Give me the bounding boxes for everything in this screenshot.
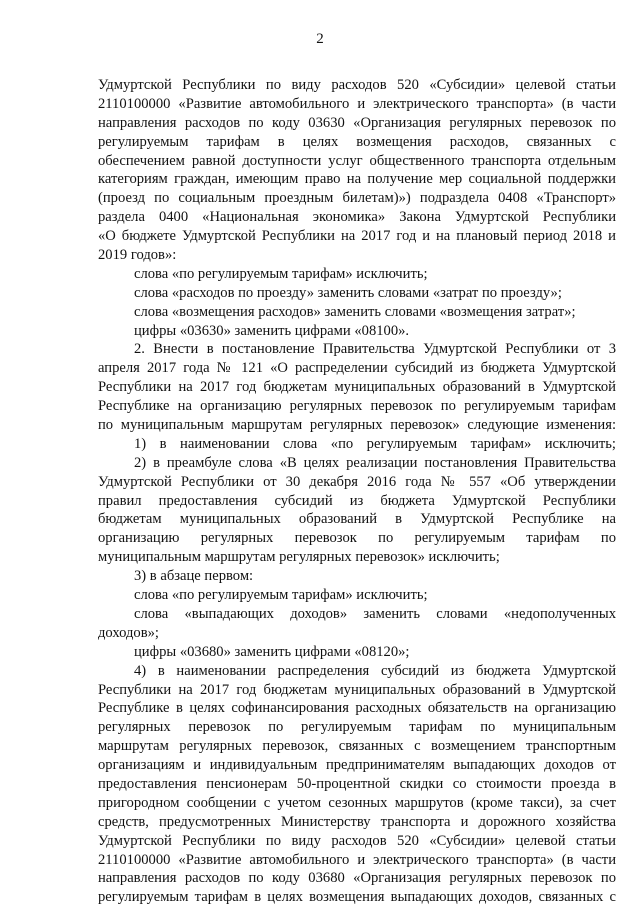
- text-line: категориям граждан, имеющим право на получение мер социальной поддержки: [98, 171, 616, 188]
- text-line: направления расходов по коду 03630 «Организация регулярных перевозок по: [98, 114, 616, 131]
- text-line: бюджетам муниципальных образований в Удмуртской Республике на: [98, 511, 616, 528]
- text-line: Республики на 2017 год бюджетам муниципальных образований в Удмуртской: [98, 681, 616, 698]
- text-line: Удмуртской Республики от 30 декабря 2016 года № 557 «Об утверждении: [98, 473, 616, 490]
- text-line: Удмуртской Республики по виду расходов 520 «Субсидии» целевой статьи: [98, 832, 616, 849]
- text-line: слова «по регулируемым тарифам» исключить;: [134, 587, 428, 604]
- text-line: пригородном сообщении с учетом сезонных маршрутов (кроме такси), за счет: [98, 794, 616, 811]
- text-line: 3) в абзаце первом:: [134, 568, 254, 585]
- text-line: 1) в наименовании слова «по регулируемым тарифам» исключить;: [134, 435, 616, 452]
- text-line: слова «выпадающих доходов» заменить словами «недополученных: [134, 605, 616, 622]
- text-line: Республики на 2017 год бюджетам муниципальных образований в Удмуртской: [98, 379, 616, 396]
- text-line: муниципальным маршрутам регулярных перевозок» исключить;: [98, 549, 500, 566]
- document-body: [98, 76, 616, 907]
- text-line: 2110100000 «Развитие автомобильного и электрического транспорта» (в части: [98, 851, 616, 868]
- text-line: регулярных перевозок по регулируемым тарифам по муниципальным: [98, 719, 616, 736]
- text-line: 2. Внести в постановление Правительства Удмуртской Республики от 3: [134, 341, 616, 358]
- text-line: доходов»;: [98, 624, 159, 641]
- text-line: направления расходов по коду 03680 «Организация регулярных перевозок по: [98, 870, 616, 887]
- text-line: слова «расходов по проезду» заменить словами «затрат по проезду»;: [134, 284, 562, 301]
- text-line: (проезд по социальным проездным билетам)») подраздела 0408 «Транспорт»: [98, 190, 616, 207]
- text-line: слова «по регулируемым тарифам» исключить;: [134, 265, 428, 282]
- text-line: Удмуртской Республики по виду расходов 520 «Субсидии» целевой статьи: [98, 77, 616, 93]
- text-line: раздела 0400 «Национальная экономика» Закона Удмуртской Республики: [98, 209, 616, 226]
- text-line: маршрутам регулярных перевозок, связанных с возмещением транспортным: [98, 738, 616, 755]
- text-line: регулируемым тарифам в целях возмещения расходов, связанных с: [98, 133, 616, 150]
- page-number: 2: [316, 31, 324, 47]
- text-line: по муниципальным маршрутам регулярных перевозок» следующие изменения:: [98, 417, 616, 434]
- text-line: организациям и индивидуальным предпринимателям выпадающих доходов от: [98, 757, 616, 774]
- text-line: 2019 годов»:: [98, 247, 177, 264]
- text-line: предоставления пенсионерам 50-процентной скидки со стоимости проезда в: [98, 775, 616, 792]
- text-line: слова «возмещения расходов» заменить словами «возмещения затрат»;: [134, 303, 576, 320]
- text-line: Республике на организацию регулярных перевозок по регулируемым тарифам: [98, 398, 616, 415]
- text-line: регулируемым тарифам в целях возмещения выпадающих доходов, связанных с: [98, 889, 616, 906]
- text-line: Республике в целях софинансирования расходных обязательств на организацию: [98, 700, 616, 717]
- text-line: организацию регулярных перевозок по регулируемым тарифам по: [98, 530, 616, 547]
- text-line: апреля 2017 года № 121 «О распределении субсидий из бюджета Удмуртской: [98, 360, 616, 377]
- text-line: обеспечением равной доступности услуг общественного транспорта отдельным: [98, 152, 616, 169]
- text-line: 2) в преамбуле слова «В целях реализации постановления Правительства: [134, 454, 616, 471]
- text-line: «О бюджете Удмуртской Республики на 2017 год и на плановый период 2018 и: [98, 228, 616, 245]
- text-line: цифры «03680» заменить цифрами «08120»;: [134, 643, 410, 660]
- text-line: правил предоставления субсидий из бюджета Удмуртской Республики: [98, 492, 616, 509]
- text-line: цифры «03630» заменить цифрами «08100».: [134, 322, 410, 339]
- text-line: 4) в наименовании распределения субсидий из бюджета Удмуртской: [134, 662, 616, 679]
- text-line: средств, предусмотренных Министерству транспорта и дорожного хозяйства: [98, 813, 616, 830]
- text-line: 2110100000 «Развитие автомобильного и электрического транспорта» (в части: [98, 95, 616, 112]
